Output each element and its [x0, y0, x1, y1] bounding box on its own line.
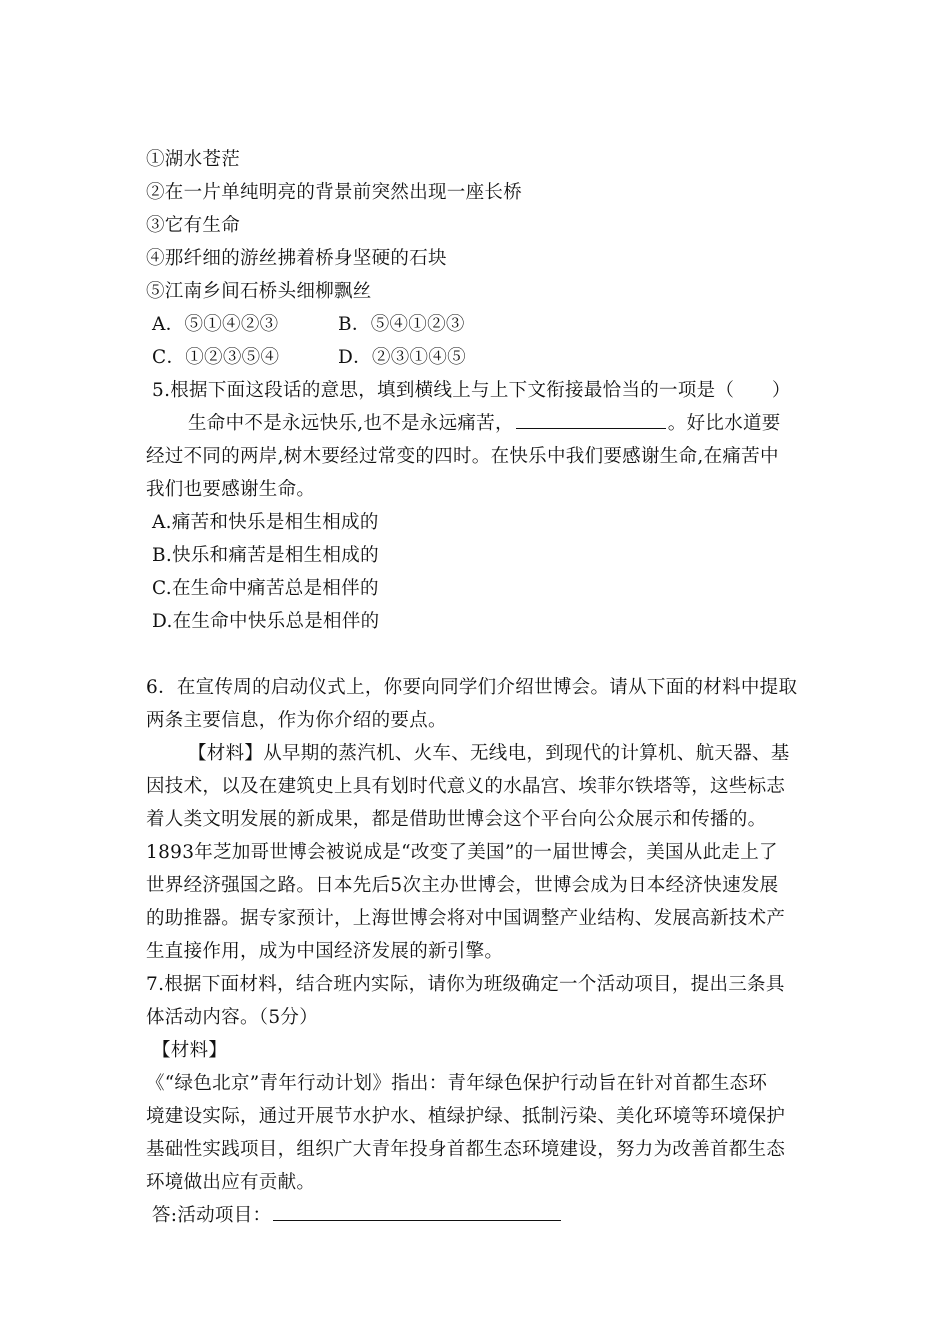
q4-option-b: B．⑤④①②③	[338, 314, 465, 335]
q6-question-line-1: 6．在宣传周的启动仪式上，你要向同学们介绍世博会。请从下面的材料中提取	[146, 677, 798, 698]
q7-question-line-1: 7.根据下面材料，结合班内实际，请你为班级确定一个活动项目，提出三条具	[146, 974, 785, 995]
q4-item-4: ④那纤细的游丝拂着桥身坚硬的石块	[146, 248, 447, 269]
q4-item-2: ②在一片单纯明亮的背景前突然出现一座长桥	[146, 182, 523, 203]
q5-option-d: D.在生命中快乐总是相伴的	[152, 611, 380, 632]
q4-item-1: ①湖水苍茫	[146, 149, 241, 170]
q6-material-line-4: 1893年芝加哥世博会被说成是“改变了美国”的一届世博会，美国从此走上了	[146, 842, 778, 863]
q5-passage-line-1	[188, 407, 781, 440]
q4-item-5: ⑤江南乡间石桥头细柳飘丝	[146, 281, 372, 302]
q7-question-line-2: 体活动内容。（5分）	[146, 1007, 319, 1028]
q7-material-label: 【材料】	[152, 1040, 228, 1061]
q6-material-line-6: 的助推器。据专家预计，上海世博会将对中国调整产业结构、发展高新技术产	[146, 908, 786, 929]
q6-material-line-2: 因技术，以及在建筑史上具有划时代意义的水晶宫、埃菲尔铁塔等，这些标志	[146, 776, 786, 797]
q4-option-d: D．②③①④⑤	[338, 347, 466, 368]
q6-material-line-7: 生直接作用，成为中国经济发展的新引擎。	[146, 941, 504, 962]
q7-material-line-2: 境建设实际，通过开展节水护水、植绿护绿、抵制污染、美化环境等环境保护	[146, 1106, 786, 1127]
q7-answer-line	[152, 1199, 563, 1232]
q5-option-c: C.在生命中痛苦总是相伴的	[152, 578, 379, 599]
q7-material-line-4: 环境做出应有贡献。	[146, 1172, 316, 1193]
q6-material-line-1: 【材料】从早期的蒸汽机、火车、无线电，到现代的计算机、航天器、基	[188, 743, 790, 764]
q5-passage-line-3: 我们也要感谢生命。	[146, 479, 316, 500]
q4-option-c: C．①②③⑤④	[152, 347, 280, 368]
q7-answer-label: 答:活动项目：	[152, 1205, 272, 1226]
q5-question: 5.根据下面这段话的意思，填到横线上与上下文衔接最恰当的一项是（ ）	[152, 380, 791, 401]
q5-passage-line-2: 经过不同的两岸,树木要经过常变的四时。在快乐中我们要感谢生命,在痛苦中	[146, 446, 779, 467]
q7-material-line-3: 基础性实践项目，组织广大青年投身首都生态环境建设，努力为改善首都生态	[146, 1139, 786, 1160]
q7-material-line-1: 《“绿色北京”青年行动计划》指出：青年绿色保护行动旨在针对首都生态环	[146, 1073, 768, 1094]
q7-answer-blank[interactable]	[273, 1219, 561, 1221]
q5-option-a: A.痛苦和快乐是相生相成的	[152, 512, 379, 533]
q5-option-b: B.快乐和痛苦是相生相成的	[152, 545, 379, 566]
q4-item-3: ③它有生命	[146, 215, 241, 236]
q6-question-line-2: 两条主要信息，作为你介绍的要点。	[146, 710, 447, 731]
q6-material-line-5: 世界经济强国之路。日本先后5次主办世博会，世博会成为日本经济快速发展	[146, 875, 779, 896]
q5-fill-blank	[516, 427, 666, 429]
q6-material-line-3: 着人类文明发展的新成果，都是借助世博会这个平台向公众展示和传播的。	[146, 809, 767, 830]
q5-passage-part-a: 生命中不是永远快乐,也不是永远痛苦，	[188, 413, 514, 434]
q5-passage-part-b: 。好比水道要	[667, 413, 781, 434]
q4-option-a: A．⑤①④②③	[152, 314, 279, 335]
